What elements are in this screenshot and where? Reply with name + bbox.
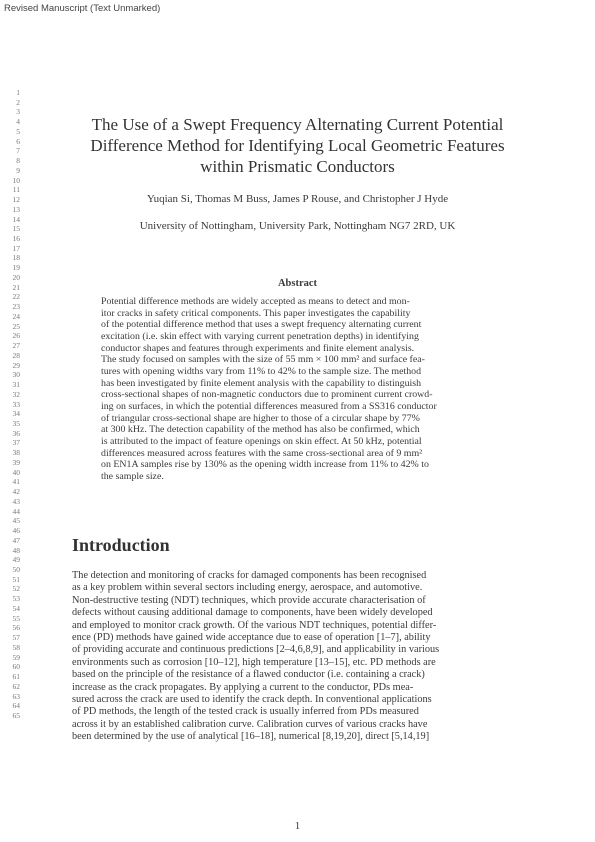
line-number: 46: [12, 526, 20, 536]
line-number: 13: [12, 204, 20, 214]
line-number: 2: [16, 97, 20, 107]
line-number: 57: [12, 633, 20, 643]
abstract-line: has been investigated by finite element analysis with the capability to distinguish: [101, 377, 422, 389]
line-number: 26: [12, 331, 20, 341]
abstract-line: of triangular cross-sectional shape are higher to those of a circular shape by 77%: [101, 412, 420, 424]
line-number: 22: [12, 292, 20, 302]
line-number: 47: [12, 535, 20, 545]
abstract-line: Potential difference methods are widely accepted as means to detect and mon-: [101, 296, 410, 307]
line-number: 60: [12, 662, 20, 672]
line-number: 42: [12, 487, 20, 497]
body-line: of PD methods, the length of the tested crack is usually inferred from PDs measured: [72, 706, 419, 718]
line-number: 65: [12, 711, 20, 720]
abstract-line: at 300 kHz. The detection capability of the method has also be confirmed, which: [101, 424, 420, 436]
line-number: 51: [12, 574, 20, 584]
body-line: sured across the crack are used to identify the crack depth. In conventional applications: [72, 694, 432, 706]
title-line: Difference Method for Identifying Local Geometric Features: [90, 136, 505, 155]
abstract-line: itor cracks in safety critical components. This paper investigates the capability: [101, 307, 411, 319]
line-number: 31: [12, 380, 20, 390]
body-line: increase as the crack propagates. By applying a current to the conductor, PDs mea-: [72, 681, 414, 693]
line-number: 1: [16, 88, 20, 97]
line-number: 27: [12, 341, 20, 351]
line-number: 15: [12, 224, 20, 234]
body-line: across it by an established calibration curve. Calibration curves of various cracks have: [72, 718, 428, 730]
body-line: of providing accurate and continuous predictions [2–4,6,8,9], and applicability in various: [72, 644, 440, 656]
title-line: The Use of a Swept Frequency Alternating Current Potential: [91, 115, 504, 134]
section-heading: Introduction: [72, 535, 170, 555]
line-number: 10: [12, 175, 20, 185]
body-line: as a key problem within several sectors including energy, aerospace, and automotive.: [72, 582, 423, 594]
line-number: 4: [16, 117, 20, 127]
line-number: 32: [12, 389, 20, 399]
line-number: 30: [12, 370, 20, 380]
line-number: 6: [16, 136, 20, 146]
line-number: 58: [12, 642, 20, 652]
line-number: 25: [12, 321, 20, 331]
abstract-line: excitation (i.e. skin effect with varying current penetration depths) in identifying: [101, 330, 419, 342]
abstract-body: [101, 296, 496, 483]
body-line: been determined by the use of analytical [16–18], numerical [8,19,20], direct [5,14,19]: [72, 731, 430, 743]
line-number: 59: [12, 652, 20, 662]
body-line: Non-destructive testing (NDT) techniques, which provide accurate characterisation of: [72, 594, 426, 606]
body-line: defects without causing additional damage to components, have been widely developed: [72, 607, 433, 619]
abstract-line: is attributed to the impact of feature openings on skin effect. At 50 kHz, potential: [101, 435, 422, 447]
line-number: 35: [12, 418, 20, 428]
title-line: within Prismatic Conductors: [200, 157, 395, 176]
line-number: 41: [12, 477, 20, 487]
body-line: and employed to monitor crack growth. Of the various NDT techniques, potential differ-: [72, 619, 437, 631]
line-number: 5: [16, 126, 20, 136]
line-numbers: [0, 88, 20, 721]
line-number: 63: [12, 691, 20, 701]
line-number: 53: [12, 594, 20, 604]
line-number: 23: [12, 302, 20, 312]
line-number: 55: [12, 613, 20, 623]
line-number: 39: [12, 457, 20, 467]
abstract-line: conductor shapes and features through experiments and finite element analysis.: [101, 342, 415, 354]
abstract-heading: Abstract: [277, 278, 318, 289]
introduction-body: [72, 570, 524, 744]
line-number: 8: [16, 156, 20, 166]
paper-title: [70, 114, 525, 177]
page-number: 1: [294, 820, 301, 832]
line-number: 17: [12, 243, 20, 253]
line-number: 48: [12, 545, 20, 555]
abstract-line: of the potential difference method that uses a swept frequency alternating current: [101, 319, 422, 331]
manuscript-banner: Revised Manuscript (Text Unmarked): [4, 3, 161, 14]
line-number: 56: [12, 623, 20, 633]
body-line: based on the principle of the resistance of a flawed conductor (i.e. containing a crack): [72, 669, 425, 681]
line-number: 7: [16, 146, 20, 156]
abstract-line: on EN1A samples rise by 130% as the opening width increase from 11% to 42% to: [101, 459, 429, 471]
line-number: 19: [12, 263, 20, 273]
line-number: 45: [12, 516, 20, 526]
abstract-line: differences measured across features with the same cross-sectional area of 9 mm²: [101, 447, 423, 459]
line-number: 54: [12, 603, 20, 613]
body-line: ence (PD) methods have gained wide acceptance due to ease of operation [1–7], ability: [72, 632, 431, 644]
line-number: 20: [12, 272, 20, 282]
body-line: environments such as corrosion [10–12], high temperature [13–15], etc. PD methods are: [72, 656, 436, 668]
line-number: 38: [12, 448, 20, 458]
line-number: 36: [12, 428, 20, 438]
line-number: 16: [12, 234, 20, 244]
line-number: 3: [16, 107, 20, 117]
line-number: 61: [12, 672, 20, 682]
line-number: 29: [12, 360, 20, 370]
body-line: The detection and monitoring of cracks for damaged components has been recognised: [72, 570, 427, 581]
line-number: 14: [12, 214, 20, 224]
author-list: Yuqian Si, Thomas M Buss, James P Rouse, and Christopher J Hyde: [146, 193, 449, 205]
line-number: 18: [12, 253, 20, 263]
abstract-line: the sample size.: [101, 470, 164, 482]
abstract-line: cross-sectional shapes of non-magnetic conductors due to prominent current crowd-: [101, 389, 433, 401]
line-number: 64: [12, 701, 20, 711]
line-number: 28: [12, 350, 20, 360]
line-number: 12: [12, 195, 20, 205]
abstract-line: tures with opening widths vary from 11% to 42% to the sample size. The method: [101, 365, 422, 377]
line-number: 33: [12, 399, 20, 409]
line-number: 24: [12, 311, 20, 321]
line-number: 9: [16, 165, 20, 175]
abstract-line: The study focused on samples with the size of 55 mm × 100 mm² and surface fea-: [101, 354, 425, 366]
affiliation: University of Nottingham, University Park, Nottingham NG7 2RD, UK: [139, 220, 456, 232]
line-number: 62: [12, 681, 20, 691]
line-number: 43: [12, 496, 20, 506]
abstract-line: ing on surfaces, in which the potential differences measured from a SS316 conductor: [101, 400, 437, 412]
line-number: 21: [12, 282, 20, 292]
line-number: 11: [12, 185, 20, 195]
line-number: 40: [12, 467, 20, 477]
line-number: 37: [12, 438, 20, 448]
line-number: 50: [12, 564, 20, 574]
line-number: 49: [12, 555, 20, 565]
line-number: 34: [12, 409, 20, 419]
line-number: 44: [12, 506, 20, 516]
line-number: 52: [12, 584, 20, 594]
